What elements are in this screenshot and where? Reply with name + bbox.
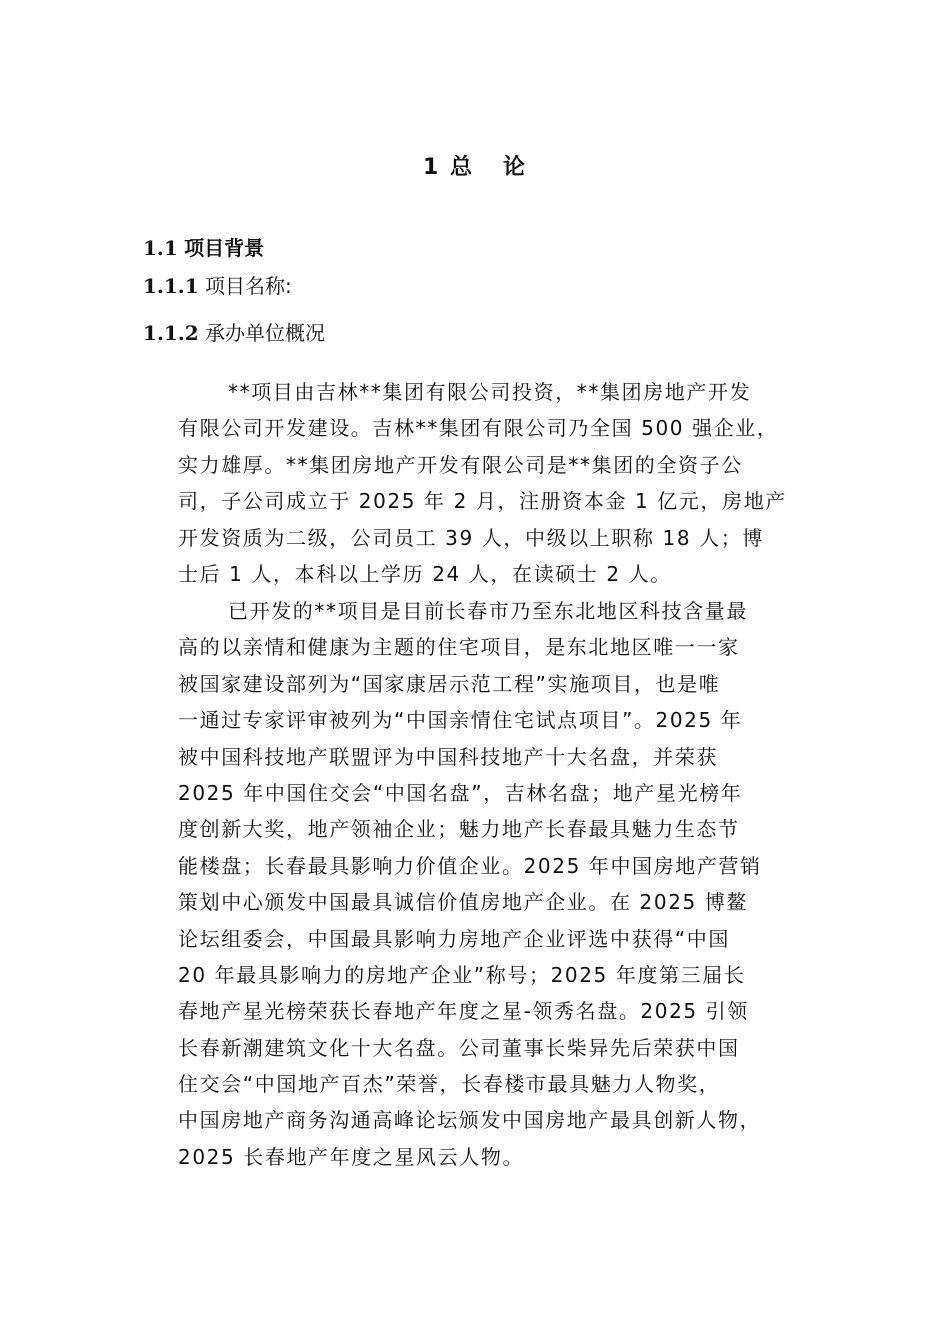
section-number: 1.1.2 <box>143 321 199 345</box>
paragraph-project-achievements <box>178 593 838 1175</box>
paragraph-line: 度创新大奖，地产领袖企业；魅力地产长春最具魅力生态节 <box>178 817 740 842</box>
paragraph-line: 司，子公司成立于 2025 年 2 月，注册资本金 1 亿元，房地产 <box>178 489 787 514</box>
paragraph-line: 一通过专家评审被列为“中国亲情住宅试点项目”。2025 年 <box>178 708 743 733</box>
paragraph-line: 开发资质为二级，公司员工 39 人，中级以上职称 18 人；博 <box>178 525 764 550</box>
paragraph-line: 2025 长春地产年度之星风云人物。 <box>178 1144 525 1169</box>
paragraph-line: 春地产星光榜荣获长春地产年度之星-领秀名盘。2025 引领 <box>178 999 749 1024</box>
section-title: 承办单位概况 <box>205 321 326 345</box>
paragraph-line: 2025 年中国住交会“中国名盘”，吉林名盘；地产星光榜年 <box>178 780 743 805</box>
section-title: 项目名称: <box>205 274 292 298</box>
paragraph-line: 能楼盘；长春最具影响力价值企业。2025 年中国房地产营销 <box>178 853 762 878</box>
paragraph-line: 策划中心颁发中国最具诚信价值房地产企业。在 2025 博鳌 <box>178 890 749 915</box>
paragraph-line: 实力雄厚。**集团房地产开发有限公司是**集团的全资子公 <box>178 452 743 477</box>
paragraph-line: 高的以亲情和健康为主题的住宅项目，是东北地区唯一一家 <box>178 635 740 660</box>
paragraph-line: 士后 1 人，本科以上学历 24 人，在读硕士 2 人。 <box>178 561 672 586</box>
section-heading-1-1-2 <box>143 319 325 347</box>
paragraph-line: 有限公司开发建设。吉林**集团有限公司乃全国 500 强企业， <box>178 416 779 441</box>
paragraph-line: 住交会“中国地产百杰”荣誉，长春楼市最具魅力人物奖， <box>178 1072 721 1097</box>
section-heading-1-1-1 <box>143 272 292 300</box>
paragraph-line: 被中国科技地产联盟评为中国科技地产十大名盘，并荣获 <box>178 744 718 769</box>
chapter-title: 1 总 论 <box>423 155 527 180</box>
paragraph-line: 长春新潮建筑文化十大名盘。公司董事长柴异先后荣获中国 <box>178 1035 740 1060</box>
section-heading-1-1 <box>143 234 264 262</box>
section-number: 1.1 <box>143 236 178 260</box>
paragraph-company-overview <box>178 374 838 592</box>
paragraph-line: 已开发的**项目是目前长春市乃至东北地区科技含量最 <box>228 599 748 623</box>
paragraph-line: 20 年最具影响力的房地产企业”称号；2025 年度第三届长 <box>178 962 746 987</box>
paragraph-line: 中国房地产商务沟通高峰论坛颁发中国房地产最具创新人物， <box>178 1108 762 1133</box>
section-number: 1.1.1 <box>143 274 199 298</box>
paragraph-line: 被国家建设部列为“国家康居示范工程”实施项目，也是唯 <box>178 671 721 696</box>
paragraph-line: **项目由吉林**集团有限公司投资，**集团房地产开发 <box>228 380 752 404</box>
paragraph-line: 论坛组委会，中国最具影响力房地产企业评选中获得“中国 <box>178 926 730 951</box>
section-title: 项目背景 <box>184 236 265 260</box>
